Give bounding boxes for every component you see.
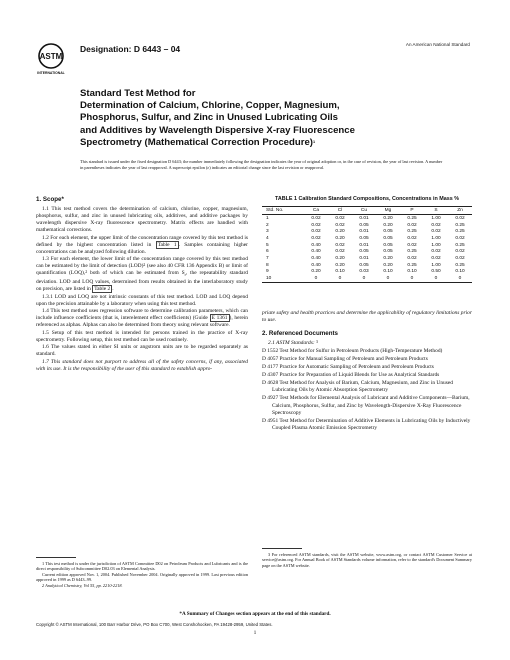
- table-cell: 0.25: [455, 222, 465, 228]
- paragraph-1-2: 1.2 For each element, the upper limit of the concentration range covered by this test method is defined by the highest concentration listed in Table 1 . Samples containing higher concentrations can be analyzed following dilution.: [36, 234, 248, 255]
- designation: Designation: D 6443 – 04: [80, 44, 181, 54]
- table-cell: 0.01: [359, 229, 369, 235]
- table-cell: 0.25: [407, 262, 417, 268]
- table-cell: 0: [386, 276, 390, 282]
- table-row: [262, 256, 472, 263]
- table-cell: 0.05: [359, 262, 369, 268]
- table-cell: 0.05: [383, 242, 393, 248]
- paragraph-1-7-continued: priate safety and health practices and determine the applicability of regulatory limitations prior to use.: [262, 310, 472, 324]
- table-cell: 0.02: [311, 222, 321, 228]
- section-heading-scope: 1. Scope*: [36, 196, 64, 203]
- left-column: [36, 196, 248, 373]
- column-header: Cu: [360, 207, 368, 213]
- table-cell: 0.20: [335, 256, 345, 262]
- table-cell: 0.10: [455, 269, 465, 275]
- table-cell: 0.02: [407, 256, 417, 262]
- table-cell: 0.02: [311, 235, 321, 241]
- table-cell: 0.02: [335, 249, 345, 255]
- table-cell: 0.05: [359, 249, 369, 255]
- reference-item: D 4057 Practice for Manual Sampling of Petroleum and Petroleum Products: [262, 356, 428, 363]
- table-cell: 0.50: [431, 269, 441, 275]
- table-cell: 0.02: [407, 222, 417, 228]
- table-cell: 4: [266, 235, 269, 241]
- table-cell: 0.40: [311, 249, 321, 255]
- table-cell: 0.25: [407, 249, 417, 255]
- paragraph-1-7: 1.7 This standard does not purport to address all of the safety concerns, if any, associated with its use. It is the responsibility of the user of this standard to establish appro-: [36, 358, 248, 372]
- right-column: [262, 310, 472, 433]
- table-cell: 0.02: [455, 249, 465, 255]
- footnote: 1 This test method is under the jurisdiction of ASTM Committee D02 on Petroleum Products and Lubricants and is the direct responsibility of Subcommittee D02.03 on Elemental Analysis.: [36, 560, 248, 572]
- column-header: Std. No.: [266, 207, 284, 213]
- table-1-link[interactable]: Table 1: [157, 241, 177, 248]
- column-header: Ca: [312, 207, 320, 213]
- reference-item: D 4628 Test Method for Analysis of Barium, Calcium, Magnesium, and Zinc in Unused Lubricating Oils by Atomic Absorption Spectrometry: [262, 380, 454, 394]
- table-cell: 0.05: [359, 235, 369, 241]
- table-cell: 6: [266, 249, 269, 255]
- table-cell: 5: [266, 242, 269, 248]
- table-cell: 0: [458, 276, 462, 282]
- table-cell: 1.00: [431, 262, 441, 268]
- table-row: [262, 249, 472, 256]
- table-cell: 0.02: [455, 235, 465, 241]
- section-heading-referenced-documents: 2. Referenced Documents: [262, 330, 338, 338]
- reference-item: D 1552 Test Method for Sulfur in Petroleum Products (High-Temperature Method): [262, 348, 443, 355]
- title-line: and Additives by Wavelength Dispersive X-ray Fluorescence: [80, 124, 355, 136]
- table-row: [262, 269, 472, 276]
- table-cell: 0.25: [455, 262, 465, 268]
- table-cell: 0.20: [335, 229, 345, 235]
- table-cell: 0.05: [383, 249, 393, 255]
- footnote: Current edition approved Nov. 1, 2004. Published November 2004. Originally approved in 1999. Last previous edition approved in 1999 as D 6443–99.: [36, 571, 248, 583]
- table-cell: 0.02: [431, 222, 441, 228]
- paragraph-1-4: 1.4 This test method uses regression software to determine calibration parameters, which can include influence coefficients (that is, interelement effect coefficients) (Guide E 1361 ), herein referenced as alphas. Alphas can also be determined from theory using relevant software.: [36, 308, 248, 329]
- table-cell: 0.25: [455, 229, 465, 235]
- table-cell: 0.02: [407, 242, 417, 248]
- paragraph-1-3-1: 1.3.1 LOD and LOQ are not intrinsic constants of this test method. LOD and LOQ depend upon the precision attainable by a laboratory when using this test method.: [36, 293, 248, 307]
- table-cell: 0.02: [311, 229, 321, 235]
- table-cell: 0.40: [311, 256, 321, 262]
- table-cell: 0.25: [455, 242, 465, 248]
- document-title: [80, 88, 410, 149]
- table-cell: 0.05: [383, 229, 393, 235]
- table-cell: 0.20: [311, 269, 321, 275]
- reference-list: [262, 348, 472, 432]
- table-cell: 0.10: [383, 269, 393, 275]
- table-row: [262, 262, 472, 269]
- table-cell: 0.02: [431, 249, 441, 255]
- table-cell: 1.00: [431, 242, 441, 248]
- publisher-note: An American National Standard: [405, 42, 470, 47]
- column-header: S: [434, 207, 438, 213]
- table-cell: 0.10: [407, 269, 417, 275]
- table-cell: 0: [362, 276, 366, 282]
- table-row: [262, 235, 472, 242]
- astm-standards-heading: 2.1 ASTM Standards: $^3$: [268, 340, 318, 347]
- copyright-line: Copyright © ASTM International, 100 Barr Harbor Drive, PO Box C700, West Conshohocken, PA 19428-2959, United States.: [36, 622, 273, 627]
- footnote: 3 For referenced ASTM standards, visit the ASTM website, www.astm.org, or contact ASTM Customer Service at service@astm.org. For Annual Book of ASTM Standards volume information, refer to the standard's Document Summary page on the ASTM website.: [262, 551, 472, 568]
- paragraph-1-5: 1.5 Setup of this test method is intended for persons trained in the practice of X-ray spectrometry. Following setup, this test method can be used routinely.: [36, 329, 248, 343]
- column-header: Mg: [384, 207, 392, 213]
- table-row: [262, 215, 472, 222]
- table-cell: 0.02: [407, 235, 417, 241]
- calibration-table: [262, 206, 472, 284]
- table-cell: 0.01: [359, 215, 369, 221]
- table-cell: 0.20: [383, 256, 393, 262]
- summary-of-changes-note: *A Summary of Changes section appears at the end of this standard.: [179, 611, 331, 617]
- table-cell: 7: [266, 256, 269, 262]
- svg-text:INTERNATIONAL: INTERNATIONAL: [37, 71, 65, 75]
- footnotes-right: [262, 548, 472, 568]
- table-cell: 0: [410, 276, 414, 282]
- table-cell: 0.20: [383, 215, 393, 221]
- guide-e1361-link[interactable]: E 1361: [211, 315, 228, 322]
- title-line: Phosphorus, Sulfur, and Zinc in Unused Lubricating Oils: [80, 112, 338, 124]
- footnote-rule: [262, 548, 302, 549]
- footnote-rule: [36, 557, 76, 558]
- table-1: [262, 196, 472, 283]
- table-row: [262, 222, 472, 229]
- table-row: [262, 229, 472, 236]
- column-header: P: [410, 207, 414, 213]
- preface-note: This standard is issued under the fixed designation D 6443; the number immediately following the designation indicates the year of original adoption or, in the case of revision, the year of last revision. A number in parentheses indicates the year of last reapproval. A superscript epsilon (ε) indicates an editorial change since the last revision or reapproval.: [80, 159, 443, 170]
- svg-text:ASTM: ASTM: [39, 52, 63, 61]
- table-cell: 0.03: [359, 269, 369, 275]
- table-cell: 0.25: [407, 229, 417, 235]
- footnote: 2 Analytical Chemistry, Vol 55, pp. 2210-2218.: [42, 582, 123, 588]
- table-cell: 0.02: [335, 222, 345, 228]
- table-cell: 0.01: [359, 256, 369, 262]
- table-cell: 0.10: [335, 269, 345, 275]
- astm-logo: [36, 42, 66, 76]
- table-cell: 0.20: [383, 222, 393, 228]
- table-cell: 0.02: [431, 256, 441, 262]
- table-cell: 0.20: [383, 262, 393, 268]
- title-line: Spectrometry (Mathematical Correction Procedure)$^1$: [80, 136, 316, 148]
- table-cell: 0.01: [359, 242, 369, 248]
- table-cell: 2: [266, 222, 269, 228]
- table-cell: 0.40: [311, 242, 321, 248]
- paragraph-1-3: 1.3 For each element, the lower limit of the concentration range covered by this test method can be estimated by the limit of detection (LOD)$^2$ (see also 40 CFR 136 Appendix B) or limit of quantification (LOQ),$^2$ both of which can be estimated from $S_r$, the repeatability standard deviation. LOD and LOQ values, determined from results obtained in the interlaboratory study on precision, are listed in Table 2 .: [36, 256, 248, 293]
- table-cell: 1: [266, 215, 269, 221]
- table-cell: 0.02: [311, 215, 321, 221]
- reference-item: D 4177 Practice for Automatic Sampling of Petroleum and Petroleum Products: [262, 364, 434, 371]
- footnotes-left: [36, 557, 248, 589]
- table-cell: 0.05: [383, 235, 393, 241]
- table-cell: 0.25: [407, 215, 417, 221]
- column-header: Cl: [337, 207, 343, 213]
- table-1-caption: TABLE 1 Calibration Standard Compositions, Concentrations in Mass %: [274, 196, 460, 202]
- paragraph-1-1: 1.1 This test method covers the determination of calcium, chlorine, copper, magnesium, phosphorus, sulfur, and zinc in unused lubricating oils, additives, and additive packages by wavelength dispersive X-ray fluorescence spectrometry. Matrix effects are handled with mathematical corrections.: [36, 206, 248, 234]
- table-row: [262, 276, 472, 283]
- reference-item: D 4951 Test Method for Determination of Additive Elements in Lubricating Oils by Inductively Coupled Plasma Atomic Emission Spectrometry: [262, 417, 471, 431]
- table-cell: 0.02: [335, 242, 345, 248]
- title-line: Determination of Calcium, Chlorine, Copper, Magnesium,: [80, 100, 340, 112]
- table-cell: 0: [314, 276, 318, 282]
- table-cell: 1.00: [431, 215, 441, 221]
- paragraph-1-6: 1.6 The values stated in either SI units or angstrom units are to be regarded separately as standard.: [36, 344, 248, 358]
- table-cell: 0.02: [335, 215, 345, 221]
- title-footnote-mark: 1: [312, 139, 316, 144]
- page-number: 1: [253, 630, 257, 636]
- table-cell: 8: [266, 262, 269, 268]
- reference-item: D 4307 Practice for Preparation of Liquid Blends for Use as Analytical Standards: [262, 372, 440, 379]
- table-cell: 1.00: [431, 235, 441, 241]
- table-cell: 9: [266, 269, 269, 275]
- table-cell: 0.20: [335, 262, 345, 268]
- column-header: Zn: [457, 207, 463, 213]
- table-cell: 0: [338, 276, 342, 282]
- reference-item: D 4927 Test Methods for Elemental Analysis of Lubricant and Additive Components—Barium, Calcium, Phosphorus, Sulfur, and Zinc by Wavelength-Dispersive X-Ray Fluorescence Spectroscopy: [262, 395, 470, 416]
- table-cell: 0.05: [359, 222, 369, 228]
- table-cell: 0.02: [455, 215, 465, 221]
- table-cell: 0.40: [311, 262, 321, 268]
- table-cell: 0.20: [335, 235, 345, 241]
- table-cell: 10: [266, 276, 272, 282]
- table-header-row: [262, 206, 472, 215]
- table-row: [262, 242, 472, 249]
- table-cell: 0.02: [455, 256, 465, 262]
- table-2-link[interactable]: Table 2: [94, 286, 111, 293]
- table-cell: 0.02: [431, 229, 441, 235]
- title-line: Standard Test Method for: [80, 88, 196, 99]
- table-cell: 0: [434, 276, 438, 282]
- table-cell: 3: [266, 229, 269, 235]
